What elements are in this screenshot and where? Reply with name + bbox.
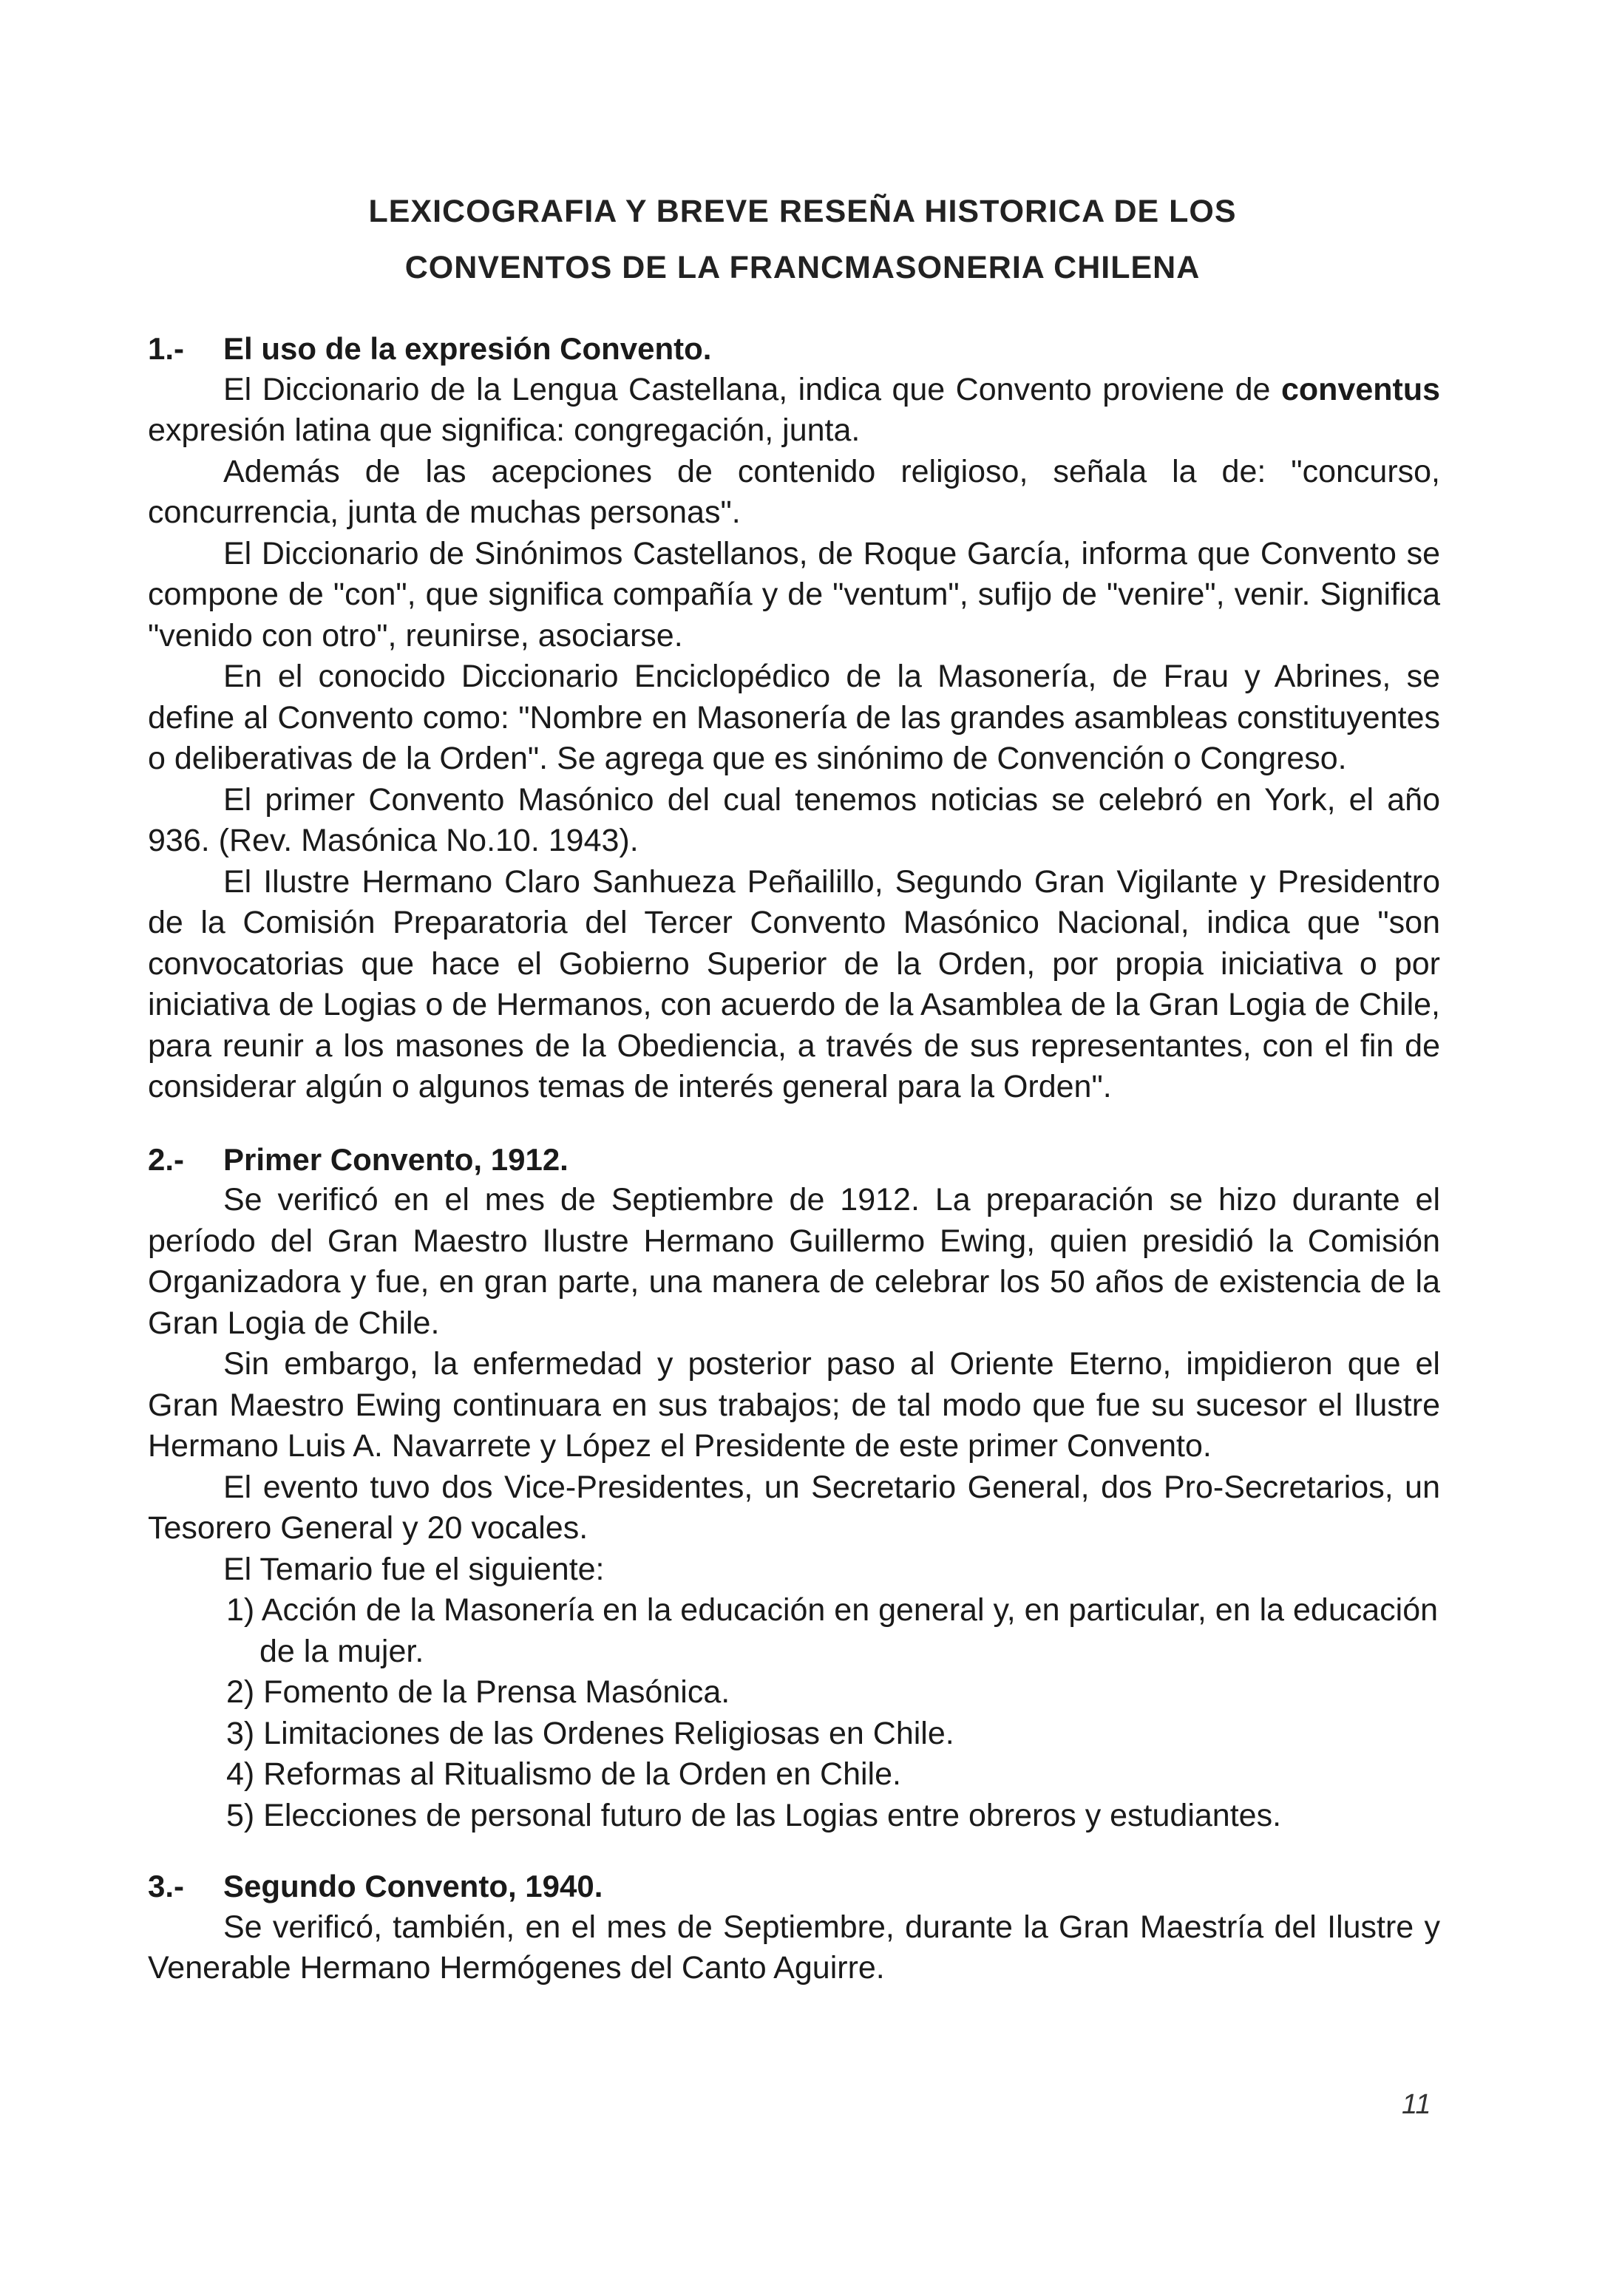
section-1-paragraph-4: En el conocido Diccionario Enciclopédico de la Masonería, de Frau y Abrines, se define al Convento como: "Nombre en Masonería de las grandes asambleas constituyentes o deliberativas de la Orden". Se agrega que es sinónimo de Convención o Congreso. [148, 659, 1440, 776]
section-1-paragraph-1: El Diccionario de la Lengua Castellana, indica que Convento proviene de conventus expresión latina que significa: congregación, junta. [148, 371, 1440, 448]
section-2-paragraph-1: Se verificó en el mes de Septiembre de 1912. La preparación se hizo durante el período del Gran Maestro Ilustre Hermano Guillermo Ewing, quien presidió la Comisión Organizadora y fue, en gran parte, una manera de celebrar los 50 años de existencia de la Gran Logia de Chile. [148, 1182, 1440, 1341]
section-1-paragraph-2: Además de las acepciones de contenido religioso, señala la de: "concurso, concurrencia, junta de muchas personas". [148, 453, 1440, 530]
section-1-paragraph-6: El Ilustre Hermano Claro Sanhueza Peñailillo, Segundo Gran Vigilante y Presidentro de la Comisión Preparatoria del Tercer Convento Masónico Nacional, indica que "son convocatorias que hace el Gobierno Superior de la Orden, por propia iniciativa o por iniciativa de Logias o de Hermanos, con acuerdo de la Asamblea de la Gran Logia de Chile, para reunir a los masones de la Obediencia, a través de sus representantes, con el fin de considerar algún o algunos temas de interés general para la Orden". [148, 863, 1440, 1104]
temario-list [148, 1590, 1440, 1836]
section-2-paragraph-2: Sin embargo, la enfermedad y posterior paso al Oriente Eterno, impidieron que el Gran Maestro Ewing continuara en sus trabajos; de tal modo que fue su sucesor el Ilustre Hermano Luis A. Navarrete y López el Presidente de este primer Convento. [148, 1346, 1440, 1464]
section-1-title: El uso de la expresión Convento. [223, 331, 712, 366]
section-2-title: Primer Convento, 1912. [223, 1141, 569, 1177]
section-1-number: 1.- [148, 331, 185, 366]
section-1-paragraph-5: El primer Convento Masónico del cual tenemos noticias se celebró en York, el año 936. (Rev. Masónica No.10. 1943). [148, 781, 1440, 858]
section-2-number: 2.- [148, 1141, 185, 1177]
document-body [148, 328, 1440, 1989]
section-2-heading [148, 1139, 1440, 1181]
list-item: 2) Fomento de la Prensa Masónica. [226, 1674, 730, 1710]
section-3-number: 3.- [148, 1869, 185, 1903]
list-item: 4) Reformas al Ritualismo de la Orden en Chile. [226, 1756, 901, 1792]
section-3-title: Segundo Convento, 1940. [223, 1869, 603, 1903]
section-1-paragraph-3: El Diccionario de Sinónimos Castellanos, de Roque García, informa que Convento se compone de "con", que significa compañía y de "ventum", sufijo de "venire", venir. Significa "venido con otro", reunirse, asociarse. [148, 535, 1440, 653]
section-3-paragraph-1: Se verificó, también, en el mes de Septiembre, durante la Gran Maestría del Ilustre y Venerable Hermano Hermógenes del Canto Aguirre. [148, 1909, 1440, 1986]
list-item: 1) Acción de la Masonería en la educación en general y, en particular, en la educación de la mujer. [226, 1592, 1439, 1669]
list-item: 5) Elecciones de personal futuro de las Logias entre obreros y estudiantes. [226, 1797, 1282, 1833]
section-3-heading [148, 1866, 1440, 1907]
section-1-heading [148, 328, 1440, 370]
list-item: 3) Limitaciones de las Ordenes Religiosas en Chile. [226, 1715, 954, 1751]
document-title-line-2: CONVENTOS DE LA FRANCMASONERIA CHILENA [404, 250, 1201, 285]
document-title-line-1: LEXICOGRAFIA Y BREVE RESEÑA HISTORICA DE LOS [368, 194, 1237, 229]
page-number: 11 [1402, 2089, 1431, 2120]
section-2-paragraph-3: El evento tuvo dos Vice-Presidentes, un Secretario General, dos Pro-Secretarios, un Tesorero General y 20 vocales. [148, 1469, 1440, 1546]
section-2-paragraph-4: El Temario fue el siguiente: [223, 1551, 605, 1587]
term-conventus: conventus [1280, 371, 1440, 407]
